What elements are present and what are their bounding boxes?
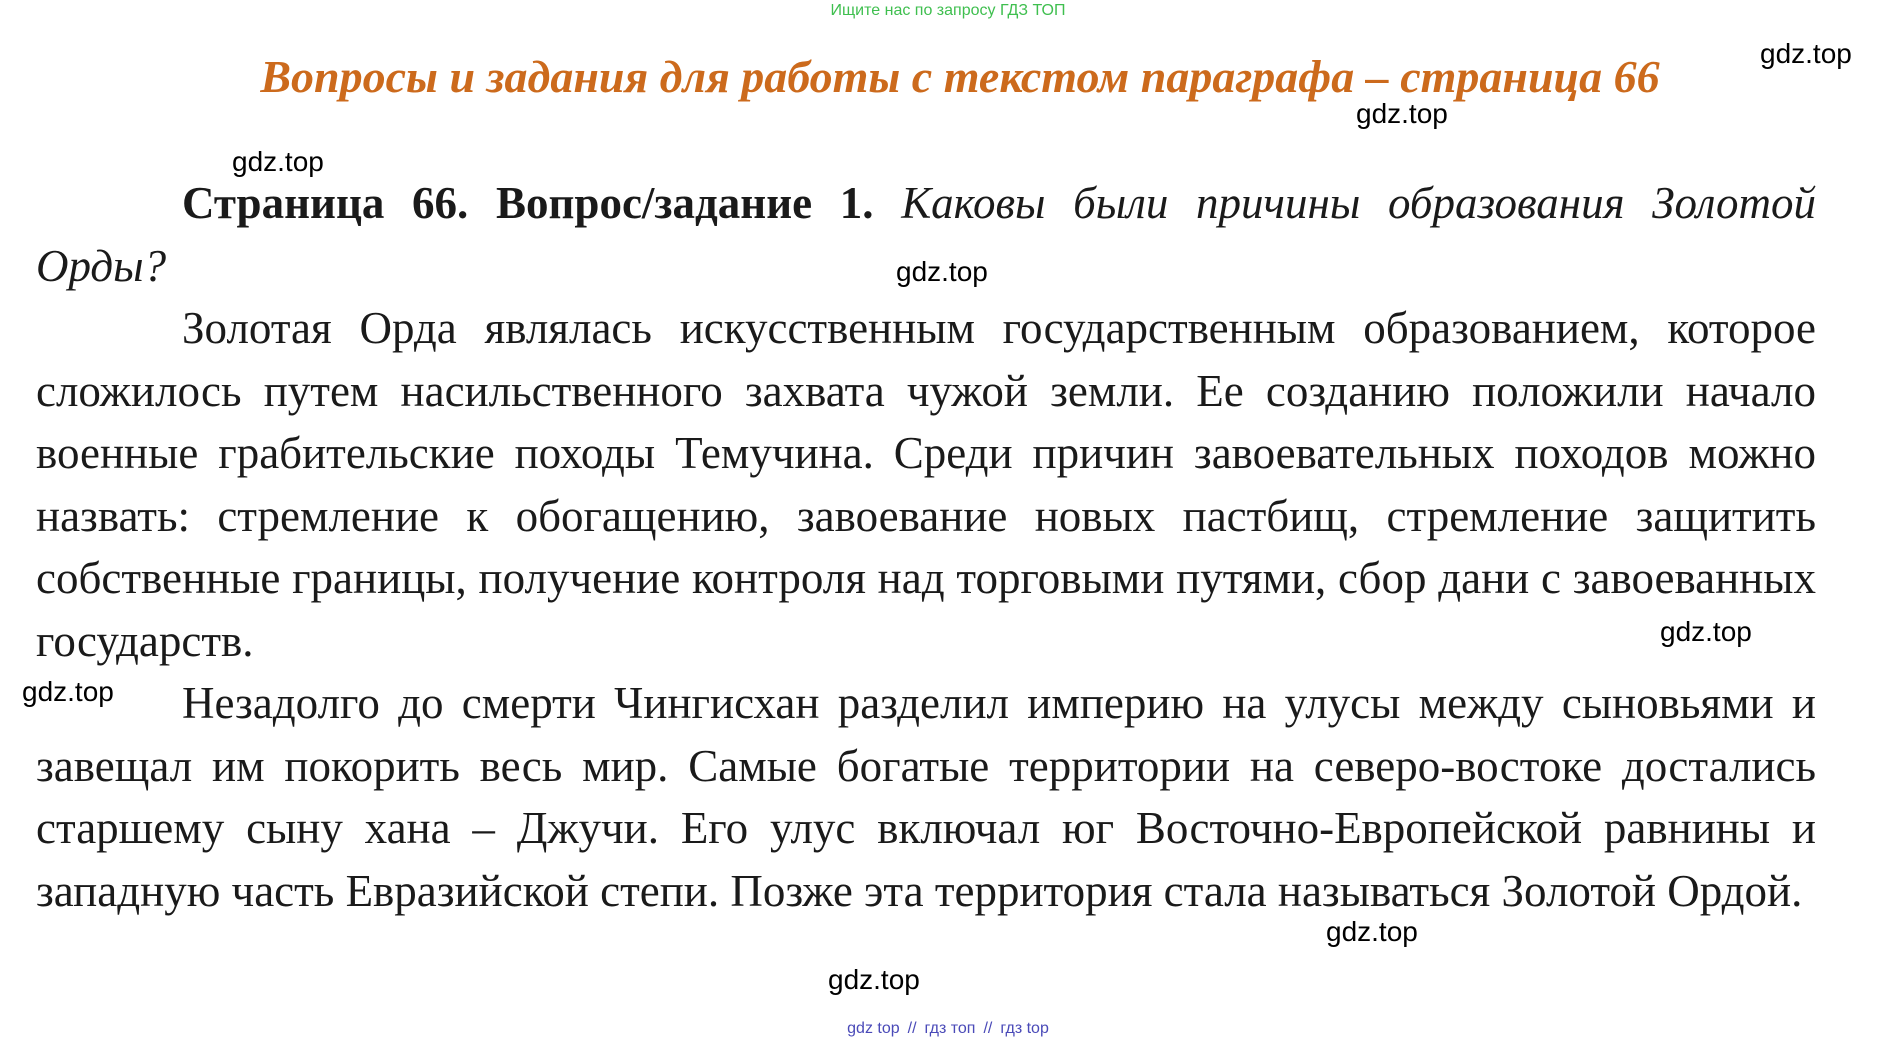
page-heading: Вопросы и задания для работы с текстом параграфа – страница 66 xyxy=(260,51,1660,102)
footer-separator: // xyxy=(983,1020,993,1037)
top-search-link[interactable]: Ищите нас по запросу ГДЗ ТОП xyxy=(830,2,1066,19)
watermark: gdz.top xyxy=(22,676,114,707)
watermark: gdz.top xyxy=(828,964,920,995)
answer-paragraph-1: Золотая Орда являлась искусственным государственным образованием, которое сложилось путем насильственного захвата чужой земли. Ее созданию положили начало военные грабительские походы Темучина. Среди причин завоевательных походов можно назвать: стремление к обогащению, завоевание новых пастбищ, стремление защитить собственные границы, получение контроля над торговыми путями, сбор дани с завоеванных государств. xyxy=(36,303,1816,666)
footer-link-gdz-top-ru[interactable]: гдз топ xyxy=(924,1020,976,1037)
footer-separator: // xyxy=(907,1020,917,1037)
answer-paragraph-2: Незадолго до смерти Чингисхан разделил империю на улусы между сыновьями и завещал им покорить весь мир. Самые богатые территории на северо-востоке достались старшему сыну хана – Джучи. Его улус включал юг Восточно-Европейской равнины и западную часть Евразийской степи. Позже эта территория стала называться Золотой Ордой. xyxy=(36,678,1816,916)
question-text: Каковы были причины образования Золотой Орды? xyxy=(36,178,1816,291)
watermark: gdz.top xyxy=(1326,916,1418,947)
watermark: gdz.top xyxy=(1760,38,1852,69)
footer-links xyxy=(0,1020,1896,1038)
footer-link-gdz-top-mixed[interactable]: гдз top xyxy=(1000,1020,1049,1037)
watermark: gdz.top xyxy=(896,256,988,287)
watermark: gdz.top xyxy=(1660,616,1752,647)
question-label: Страница 66. Вопрос/задание 1. xyxy=(182,178,874,228)
watermark: gdz.top xyxy=(1356,98,1448,129)
footer-link-gdz-top[interactable]: gdz top xyxy=(847,1020,900,1037)
watermark: gdz.top xyxy=(232,146,324,177)
